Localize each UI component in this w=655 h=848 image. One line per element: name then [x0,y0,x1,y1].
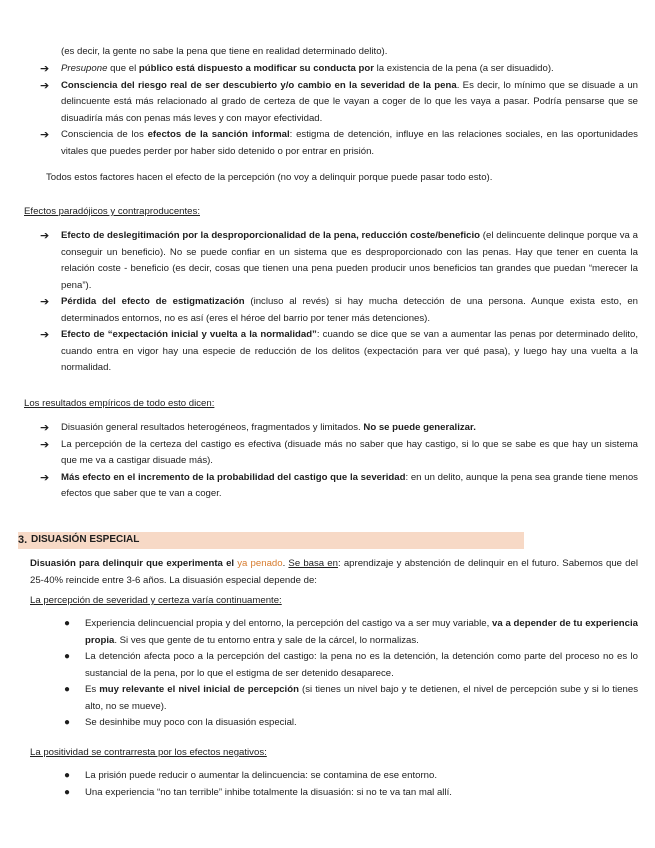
arrow-icon: ➔ [40,296,50,308]
arrow-icon: ➔ [40,230,50,242]
list-item: ● Es muy relevante el nivel inicial de percepción (si tienes un nivel bajo y te detienen, el nivel de percepción sube y si lo tienes alto, no se mueve). [64,684,638,712]
percepcion-list [64,616,638,732]
list-item: ● Se desinhibe muy poco con la disuasión especial. [64,715,638,732]
arrow-icon: ➔ [40,422,50,434]
list-item: ➔ Presupone que el público está dispuesto a modificar su conducta por la existencia de la pena (a ser disuadido). [40,61,638,78]
arrow-icon: ➔ [40,79,50,92]
bullet-icon: ● [64,618,71,629]
list-item: ➔ La percepción de la certeza del castigo es efectiva (disuade más no saber que hay castigo, si lo que se sabe es que hay un sistema que me va a castigar disuade más). [40,438,638,466]
bullet-icon: ● [64,786,71,798]
arrow-icon: ➔ [40,438,50,451]
list-item: ● Una experiencia “no tan terrible” inhibe totalmente la disuasión: si no te va tan mal allí. [64,785,638,802]
arrow-icon: ➔ [40,329,50,341]
positividad-list [64,768,638,801]
continuation-text: (es decir, la gente no sabe la pena que tiene en realidad determinado delito). [61,46,388,57]
list-item: ➔ Consciencia de los efectos de la sanción informal: estigma de detención, influye en las relaciones sociales, en las oportunidades vitales que puedes perder por haber sido detenido o por entrar en prisión. [40,129,638,157]
arrow-icon: ➔ [40,63,50,75]
list-item: ➔ Efecto de deslegitimación por la desproporcionalidad de la pena, reducción coste/beneficio (el delincuente delinque porque va a conseguir un beneficio). No se puede confiar en un sistema que es desproporcionado con las penas. Hay que tener en cuenta la relación coste - beneficio (es decir, cosas que tienen una pena pueden producir unos beneficios tan grandes que puedan “merecer la pena”). [40,230,638,291]
resultados-heading: Los resultados empíricos de todo esto dicen: [24,398,215,409]
list-item: ● La prisión puede reducir o aumentar la delincuencia: se contamina de ese entorno. [64,768,638,785]
arrow-icon: ➔ [40,129,50,141]
list-item: ● Experiencia delincuencial propia y del entorno, la percepción del castigo va a ser muy variable, va a depender de tu experiencia propia. Si ves que gente de tu entorno entra y sale de la cárcel, lo normalizas. [64,618,638,646]
summary-text: Todos estos factores hacen el efecto de la percepción (no voy a delinquir porque puede pasar todo esto). [46,172,493,183]
bullet-icon: ● [64,770,71,781]
section-title: DISUASIÓN ESPECIAL [31,534,140,545]
resultados-list [40,420,638,503]
efectos-list [40,228,638,377]
bullet-icon: ● [64,717,71,728]
list-item: ➔ Más efecto en el incremento de la probabilidad del castigo que la severidad: en un delito, aunque la pena sea grande tiene menos efectos que saber que te van a coger. [40,471,638,499]
efectos-heading: Efectos paradójicos y contraproducentes: [24,206,200,217]
arrow-icon: ➔ [40,471,50,484]
positividad-heading: La positividad se contrarresta por los efectos negativos: [30,747,267,758]
list-item: ● La detención afecta poco a la percepción del castigo: la pena no es la detención, la detención como parte del proceso no es lo sustancial de la pena, por lo que el estigma de ser detenido desaparece. [64,651,638,679]
list-item: ➔ Consciencia del riesgo real de ser descubierto y/o cambio en la severidad de la pena. Es decir, lo mínimo que se disuade a un delincuente está más relacionado al grado de certeza de que le vayan a coger de lo que les vaya a pasar. Podría pensarse que se disuadiría más con penas más leves y con mayor efectividad. [40,79,638,124]
bullet-icon: ● [64,651,71,662]
section-number: 3. [18,534,28,546]
percepcion-heading: La percepción de severidad y certeza varía continuamente: [30,595,282,606]
factors-list [40,61,638,160]
intro-paragraph: Disuasión para delinquir que experimenta el ya penado. Se basa en: aprendizaje y abstención de delinquir en el futuro. Sabemos que del 25-40% reincide entre 3-6 años. La disuasión especial depende de: [30,558,638,586]
list-item: ➔ Disuasión general resultados heterogéneos, fragmentados y limitados. No se puede generalizar. [40,420,638,437]
bullet-icon: ● [64,684,71,695]
list-item: ➔ Pérdida del efecto de estigmatización (incluso al revés) si hay mucha detección de una persona. Aunque exista esto, en determinados entornos, no es así (eres el héroe del barrio por tener más detenciones). [40,296,638,324]
list-item: ➔ Efecto de “expectación inicial y vuelta a la normalidad”: cuando se dice que se van a aumentar las penas por determinado delito, cuando entra en vigor hay una especie de reducción de los delitos (expectación para ver qué pasa), y luego hay una vuelta a la normalidad. [40,329,639,373]
